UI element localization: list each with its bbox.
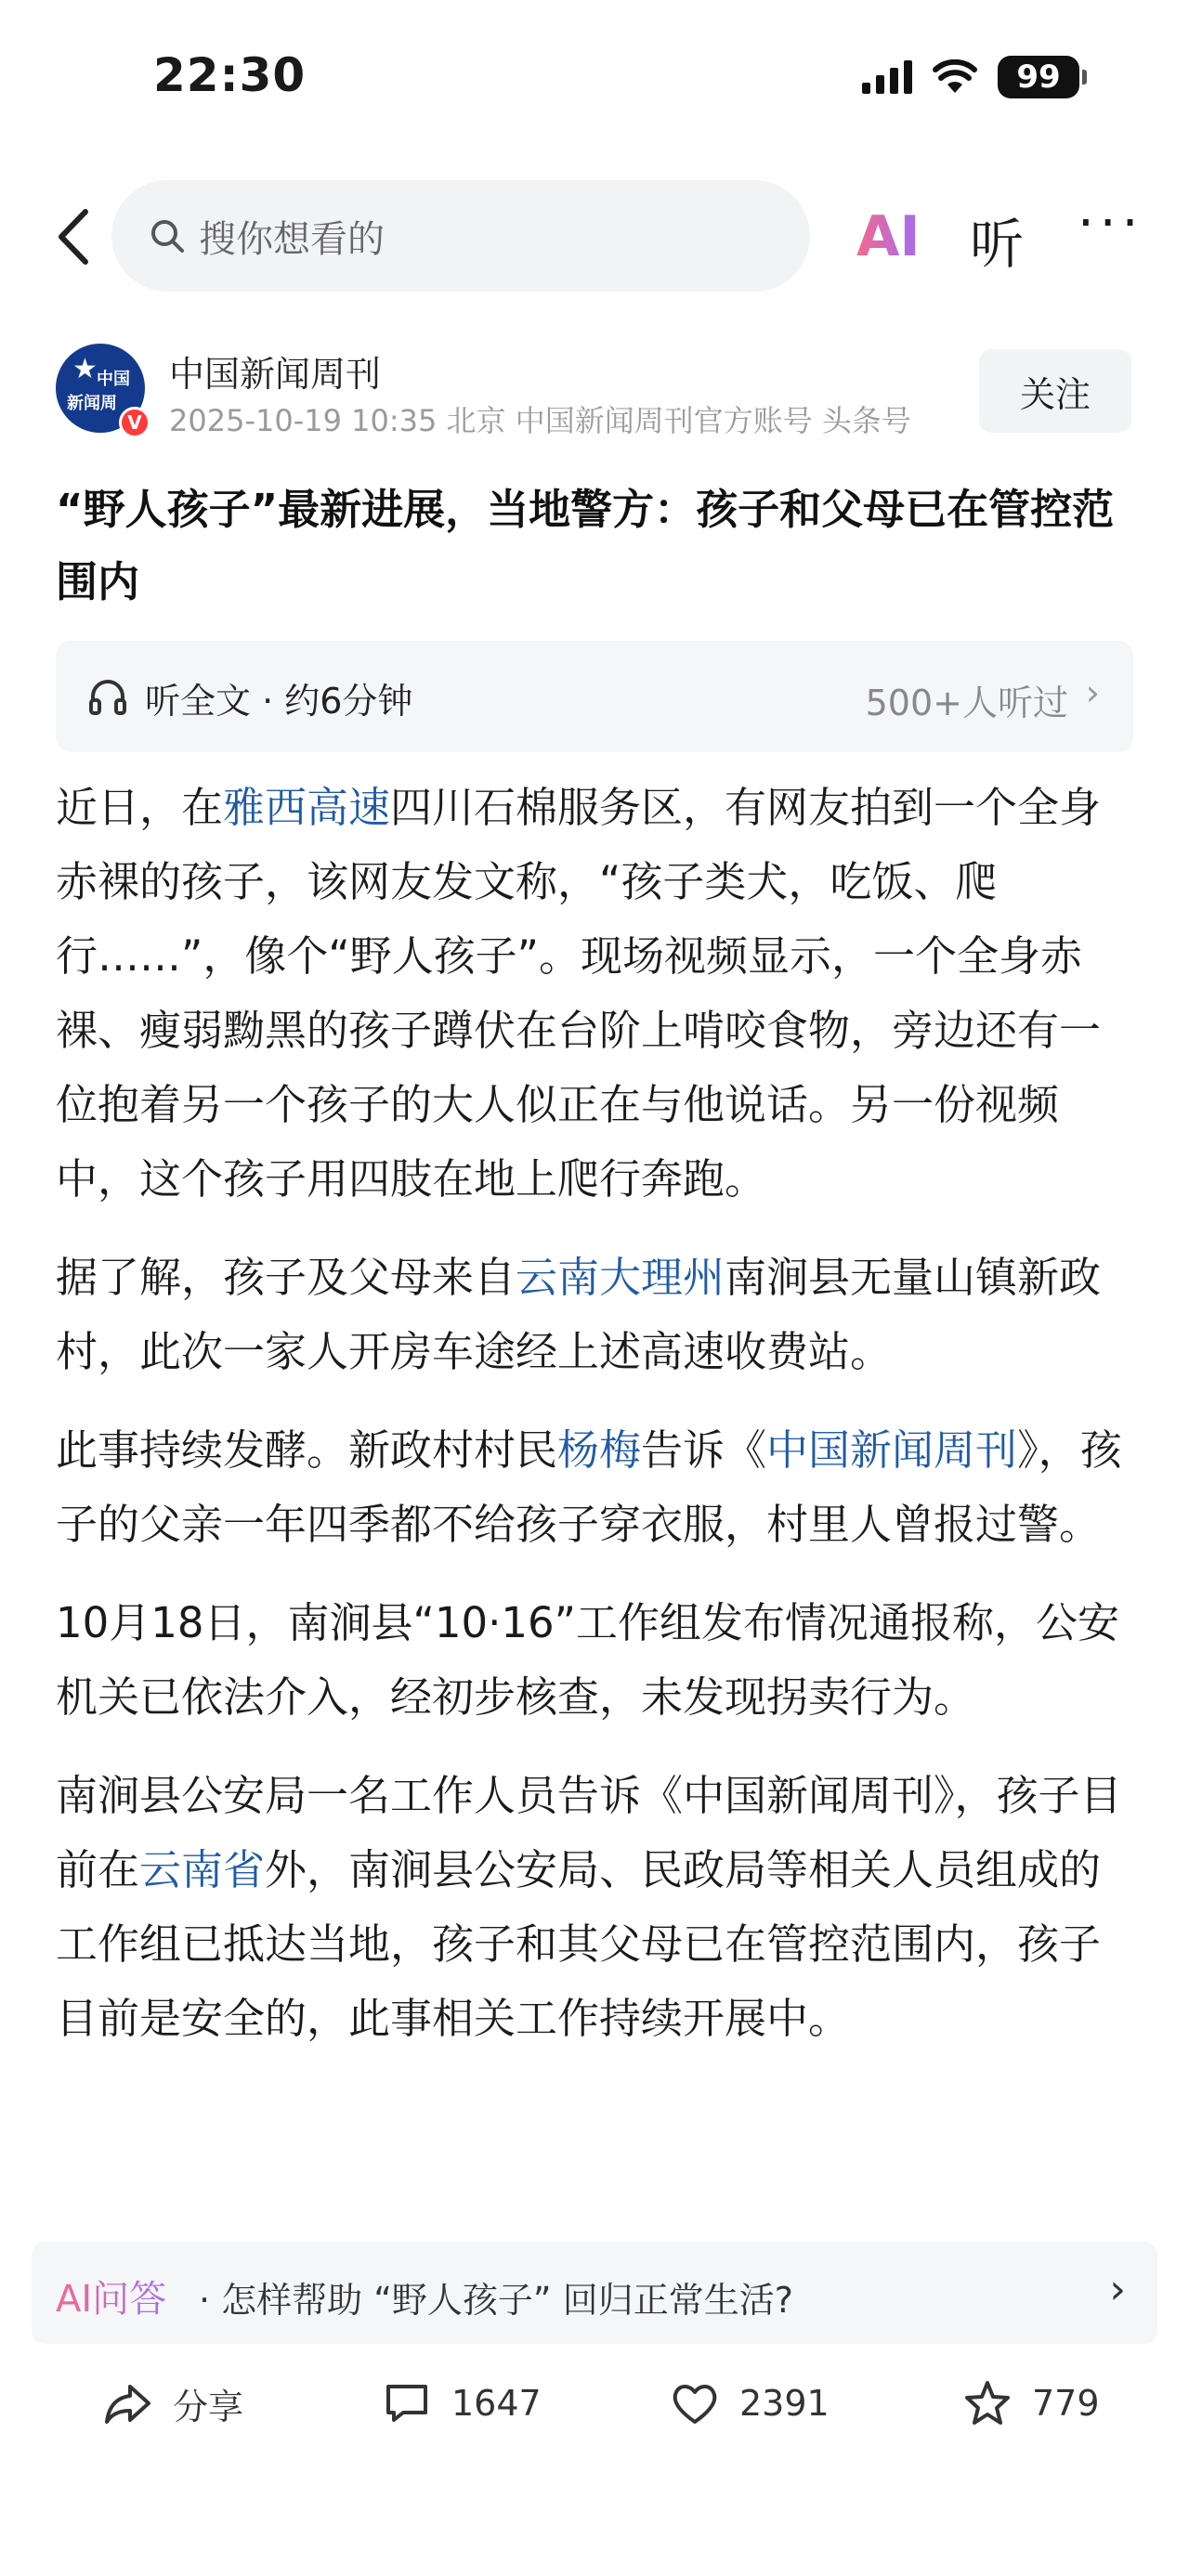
verified-badge-icon: V	[119, 407, 150, 438]
share-label: 分享	[173, 2386, 244, 2427]
listen-count: 500+人听过	[865, 683, 1068, 723]
paragraph	[56, 1586, 1138, 1735]
listen-button[interactable]: 听	[970, 213, 1025, 276]
text-span: 南涧县无量山镇新政村，此次一家人开房车途经上述高速收费站。	[56, 1253, 1102, 1376]
search-input[interactable]	[111, 180, 810, 292]
paragraph	[56, 1759, 1138, 2056]
heart-icon	[669, 2377, 721, 2429]
status-bar	[0, 0, 1189, 158]
search-icon	[149, 217, 186, 254]
article-title: “野人孩子”最新进展，当地警方：孩子和父母已在管控范围内	[56, 485, 1115, 606]
text-span: 此事持续发酵。新政村村民	[56, 1425, 558, 1475]
avatar[interactable]	[56, 344, 145, 433]
ai-button[interactable]: AI	[856, 204, 921, 269]
status-time: 22:30	[153, 48, 307, 102]
text-span: 10月18日，南涧县“10·16”工作组发布情况通报称，公安机关已依法介入，经初步核查，未发现拐卖行为。	[56, 1598, 1119, 1722]
favorite-button[interactable]	[961, 2377, 1100, 2429]
like-count: 2391	[739, 2383, 830, 2424]
link-yunnan-province[interactable]: 云南省	[139, 1845, 266, 1894]
paragraph	[56, 1241, 1138, 1389]
ai-qa-bar[interactable]	[32, 2242, 1157, 2344]
author-meta: 2025-10-19 10:35 北京 中国新闻周刊官方账号 头条号	[169, 403, 911, 438]
top-nav	[0, 176, 1189, 297]
author-name[interactable]: 中国新闻周刊	[169, 354, 382, 395]
avatar-text-1: 中国	[97, 370, 130, 389]
ai-qa-label: AI问答	[56, 2270, 166, 2322]
battery-icon: 99	[998, 56, 1079, 98]
share-icon	[102, 2377, 154, 2429]
article-body	[56, 771, 1138, 2201]
link-china-newsweek[interactable]: 中国新闻周刊	[766, 1425, 1018, 1475]
comment-button[interactable]	[381, 2377, 542, 2429]
more-options-button[interactable]: ···	[1078, 193, 1144, 254]
favorite-count: 779	[1032, 2383, 1100, 2424]
status-icons	[862, 56, 1079, 98]
text-span: 四川石棉服务区，有网友拍到一个全身赤裸的孩子，该网友发文称，“孩子类犬，吃饭、爬行……”，像个“野人孩子”。现场视频显示，一个全身赤裸、瘦弱黝黑的孩子蹲伏在台阶上啃咬食物，旁边还有一位抱着另一个孩子的大人似正在与他说话。另一份视频中，这个孩子用四肢在地上爬行奔跑。	[56, 783, 1102, 1203]
avatar-text-2: 新闻周	[67, 394, 117, 413]
text-span: 外，南涧县公安局、民政局等相关人员组成的工作组已抵达当地，孩子和其父母已在管控范围内，孩子目前是安全的，此事相关工作持续开展中。	[56, 1845, 1102, 2043]
bottom-action-bar	[0, 2359, 1189, 2461]
text-span: 近日，在	[56, 783, 224, 832]
chevron-right-icon: ›	[1085, 672, 1100, 713]
text-span: 南涧县公安局一名工作人员告诉《中国新闻周刊》，孩子目前在	[56, 1771, 1122, 1894]
comment-count: 1647	[451, 2383, 542, 2424]
cellular-signal-icon	[862, 60, 912, 94]
link-yunnan-dali[interactable]: 云南大理州	[516, 1253, 725, 1302]
link-yaxi-highway[interactable]: 雅西高速	[223, 783, 391, 832]
listen-full-label: 听全文 · 约6分钟	[145, 681, 413, 722]
follow-button[interactable]: 关注	[979, 349, 1131, 433]
text-span: 》，孩子的父亲一年四季都不给孩子穿衣服，村里人曾报过警。	[56, 1425, 1122, 1549]
share-button[interactable]	[102, 2377, 243, 2429]
comment-icon	[381, 2377, 433, 2429]
ai-qa-question: · 怎样帮助 “野人孩子” 回归正常生活?	[199, 2280, 793, 2321]
link-yangmei[interactable]: 杨梅	[557, 1425, 642, 1475]
paragraph	[56, 1413, 1138, 1562]
back-arrow-icon[interactable]	[48, 204, 104, 269]
wifi-icon	[933, 59, 977, 95]
text-span: 据了解，孩子及父母来自	[56, 1253, 516, 1302]
text-span: 告诉《	[641, 1425, 767, 1475]
like-button[interactable]	[669, 2377, 830, 2429]
search-placeholder: 搜你想看的	[199, 217, 385, 261]
star-icon	[961, 2377, 1013, 2429]
chevron-right-icon: ›	[1109, 2266, 1126, 2313]
paragraph	[56, 771, 1138, 1216]
author-row	[56, 340, 1133, 442]
star-logo-icon: ★	[72, 353, 98, 385]
content-fade	[0, 2136, 1189, 2247]
listen-full-article-bar[interactable]	[56, 641, 1133, 752]
headphones-icon	[87, 676, 128, 717]
